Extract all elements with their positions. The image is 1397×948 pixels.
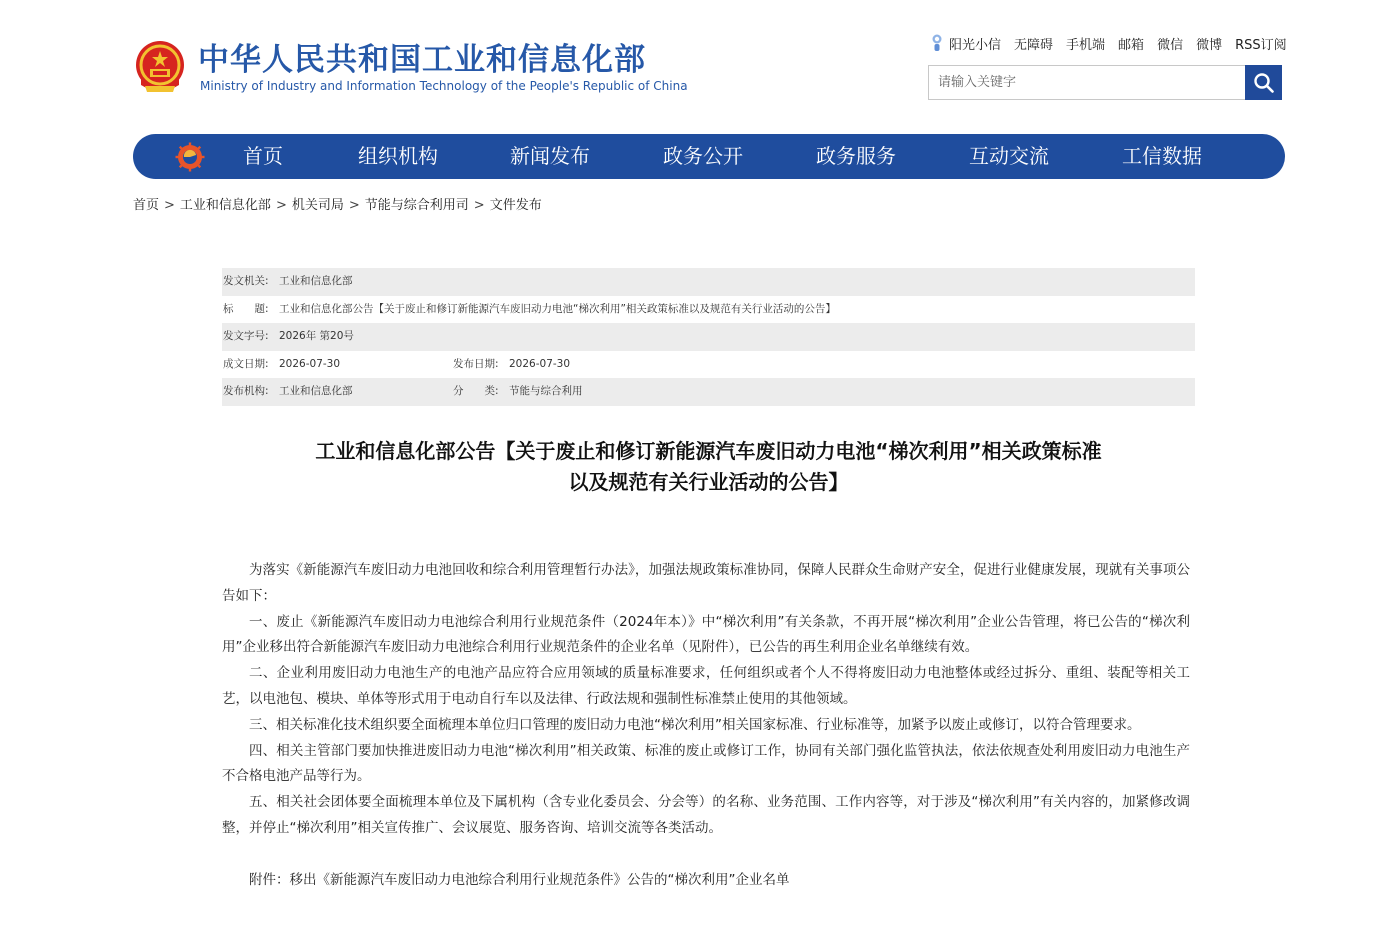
national-emblem-icon[interactable] bbox=[133, 39, 187, 95]
nav-data[interactable]: 工信数据 bbox=[1122, 144, 1202, 168]
nav-government-services[interactable]: 政务服务 bbox=[816, 144, 896, 168]
search-input[interactable] bbox=[929, 66, 1247, 99]
document-title bbox=[222, 436, 1195, 498]
site-title-en[interactable]: Ministry of Industry and Information Technology of the People's Republic of China bbox=[200, 79, 688, 93]
meta-publisher-label: 发布机构: bbox=[223, 385, 269, 397]
meta-title-value: 工业和信息化部公告【关于废止和修订新能源汽车废旧动力电池“梯次利用”相关政策标准以及规范有关行业活动的公告】 bbox=[279, 302, 836, 315]
breadcrumb-ministry[interactable]: 工业和信息化部 bbox=[179, 198, 271, 213]
search-icon bbox=[1253, 72, 1275, 94]
breadcrumb-separator: > bbox=[275, 198, 287, 213]
meta-row-publisher bbox=[222, 378, 1195, 406]
meta-publisher-value: 工业和信息化部 bbox=[279, 385, 353, 397]
nav-government-affairs[interactable]: 政务公开 bbox=[663, 144, 743, 168]
nav-home[interactable]: 首页 bbox=[243, 144, 283, 168]
nav-news[interactable]: 新闻发布 bbox=[510, 144, 590, 168]
breadcrumb-documents[interactable]: 文件发布 bbox=[489, 198, 542, 213]
top-link-sunshine[interactable]: 阳光小信 bbox=[949, 37, 1002, 53]
meta-row-dates bbox=[222, 351, 1195, 379]
meta-category-value: 节能与综合利用 bbox=[509, 385, 583, 397]
breadcrumb-separator: > bbox=[164, 198, 175, 213]
breadcrumb-home[interactable]: 首页 bbox=[133, 198, 160, 213]
document-paragraph: 一、废止《新能源汽车废旧动力电池综合利用行业规范条件（2024年本）》中“梯次利用”有关条款，不再开展“梯次利用”企业公告管理，将已公告的“梯次利用”企业移出符合新能源汽车废旧动力电池综合利用行业规范条件的企业名单（见附件），已公告的再生利用企业名单继续有效。 bbox=[222, 613, 1190, 656]
ministry-logo-icon[interactable] bbox=[175, 142, 205, 172]
nav-interaction[interactable]: 互动交流 bbox=[969, 144, 1049, 168]
top-link-mobile[interactable]: 手机端 bbox=[1066, 37, 1106, 53]
document-paragraph: 四、相关主管部门要加快推进废旧动力电池“梯次利用”相关政策、标准的废止或修订工作，协同有关部门强化监管执法，依法依规查处利用废旧动力电池生产不合格电池产品等行为。 bbox=[222, 742, 1190, 785]
meta-doc-no-value: 2026年 第20号 bbox=[279, 330, 354, 342]
top-links-bar bbox=[929, 33, 1287, 53]
meta-published-value: 2026-07-30 bbox=[509, 357, 571, 370]
nav-organization[interactable]: 组织机构 bbox=[358, 144, 438, 168]
meta-row-issuer bbox=[222, 268, 1195, 296]
meta-created-value: 2026-07-30 bbox=[279, 357, 341, 370]
breadcrumb bbox=[133, 196, 542, 216]
meta-row-doc-no bbox=[222, 323, 1195, 351]
search-button[interactable] bbox=[1245, 65, 1282, 100]
top-link-accessibility[interactable]: 无障碍 bbox=[1014, 37, 1054, 53]
meta-title-label: 标 题: bbox=[223, 302, 269, 315]
meta-row-title bbox=[222, 296, 1195, 324]
breadcrumb-departments[interactable]: 机关司局 bbox=[291, 198, 344, 213]
document-body bbox=[222, 558, 1190, 894]
meta-created-label: 成文日期: bbox=[223, 357, 269, 370]
document-title-line-2: 以及规范有关行业活动的公告】 bbox=[568, 470, 849, 494]
document-paragraph: 为落实《新能源汽车废旧动力电池回收和综合利用管理暂行办法》，加强法规政策标准协同，保障人民群众生命财产安全，促进行业健康发展，现就有关事项公告如下： bbox=[222, 562, 1190, 604]
top-link-wechat[interactable]: 微信 bbox=[1157, 37, 1184, 53]
meta-doc-no-label: 发文字号: bbox=[223, 330, 269, 342]
meta-category-label: 分 类: bbox=[453, 385, 499, 397]
top-link-weibo[interactable]: 微博 bbox=[1196, 37, 1223, 53]
document-paragraph: 三、相关标准化技术组织要全面梳理本单位归口管理的废旧动力电池“梯次利用”相关国家标准、行业标准等，加紧予以废止或修订，以符合管理要求。 bbox=[249, 716, 1141, 733]
top-link-mail[interactable]: 邮箱 bbox=[1118, 37, 1145, 53]
document-paragraph: 五、相关社会团体要全面梳理本单位及下属机构（含专业化委员会、分会等）的名称、业务范围、工作内容等，对于涉及“梯次利用”有关内容的，加紧修改调整，并停止“梯次利用”相关宣传推广、会议展览、服务咨询、培训交流等各类活动。 bbox=[222, 794, 1190, 836]
breadcrumb-separator: > bbox=[473, 198, 485, 213]
site-title-cn[interactable]: 中华人民共和国工业和信息化部 bbox=[198, 42, 646, 78]
breadcrumb-department[interactable]: 节能与综合利用司 bbox=[364, 198, 469, 213]
document-title-line-1: 工业和信息化部公告【关于废止和修订新能源汽车废旧动力电池“梯次利用”相关政策标准 bbox=[315, 439, 1102, 463]
document-meta-table bbox=[222, 268, 1195, 406]
document-paragraph: 二、企业利用废旧动力电池生产的电池产品应符合应用领域的质量标准要求，任何组织或者个人不得将废旧动力电池整体或经过拆分、重组、装配等相关工艺，以电池包、模块、单体等形式用于电动自行车以及法律、行政法规和强制性标准禁止使用的其他领域。 bbox=[222, 665, 1190, 707]
breadcrumb-separator: > bbox=[348, 198, 360, 213]
meta-published-label: 发布日期: bbox=[453, 357, 499, 370]
meta-issuer-value: 工业和信息化部 bbox=[279, 275, 353, 287]
document-attachment-link[interactable]: 附件：移出《新能源汽车废旧动力电池综合利用行业规范条件》公告的“梯次利用”企业名单 bbox=[249, 871, 790, 888]
top-link-rss[interactable]: RSS订阅 bbox=[1235, 37, 1287, 53]
meta-issuer-label: 发文机关: bbox=[223, 275, 269, 287]
sunshine-mascot-icon bbox=[929, 33, 945, 53]
main-nav bbox=[133, 134, 1285, 179]
search-box bbox=[928, 65, 1282, 100]
